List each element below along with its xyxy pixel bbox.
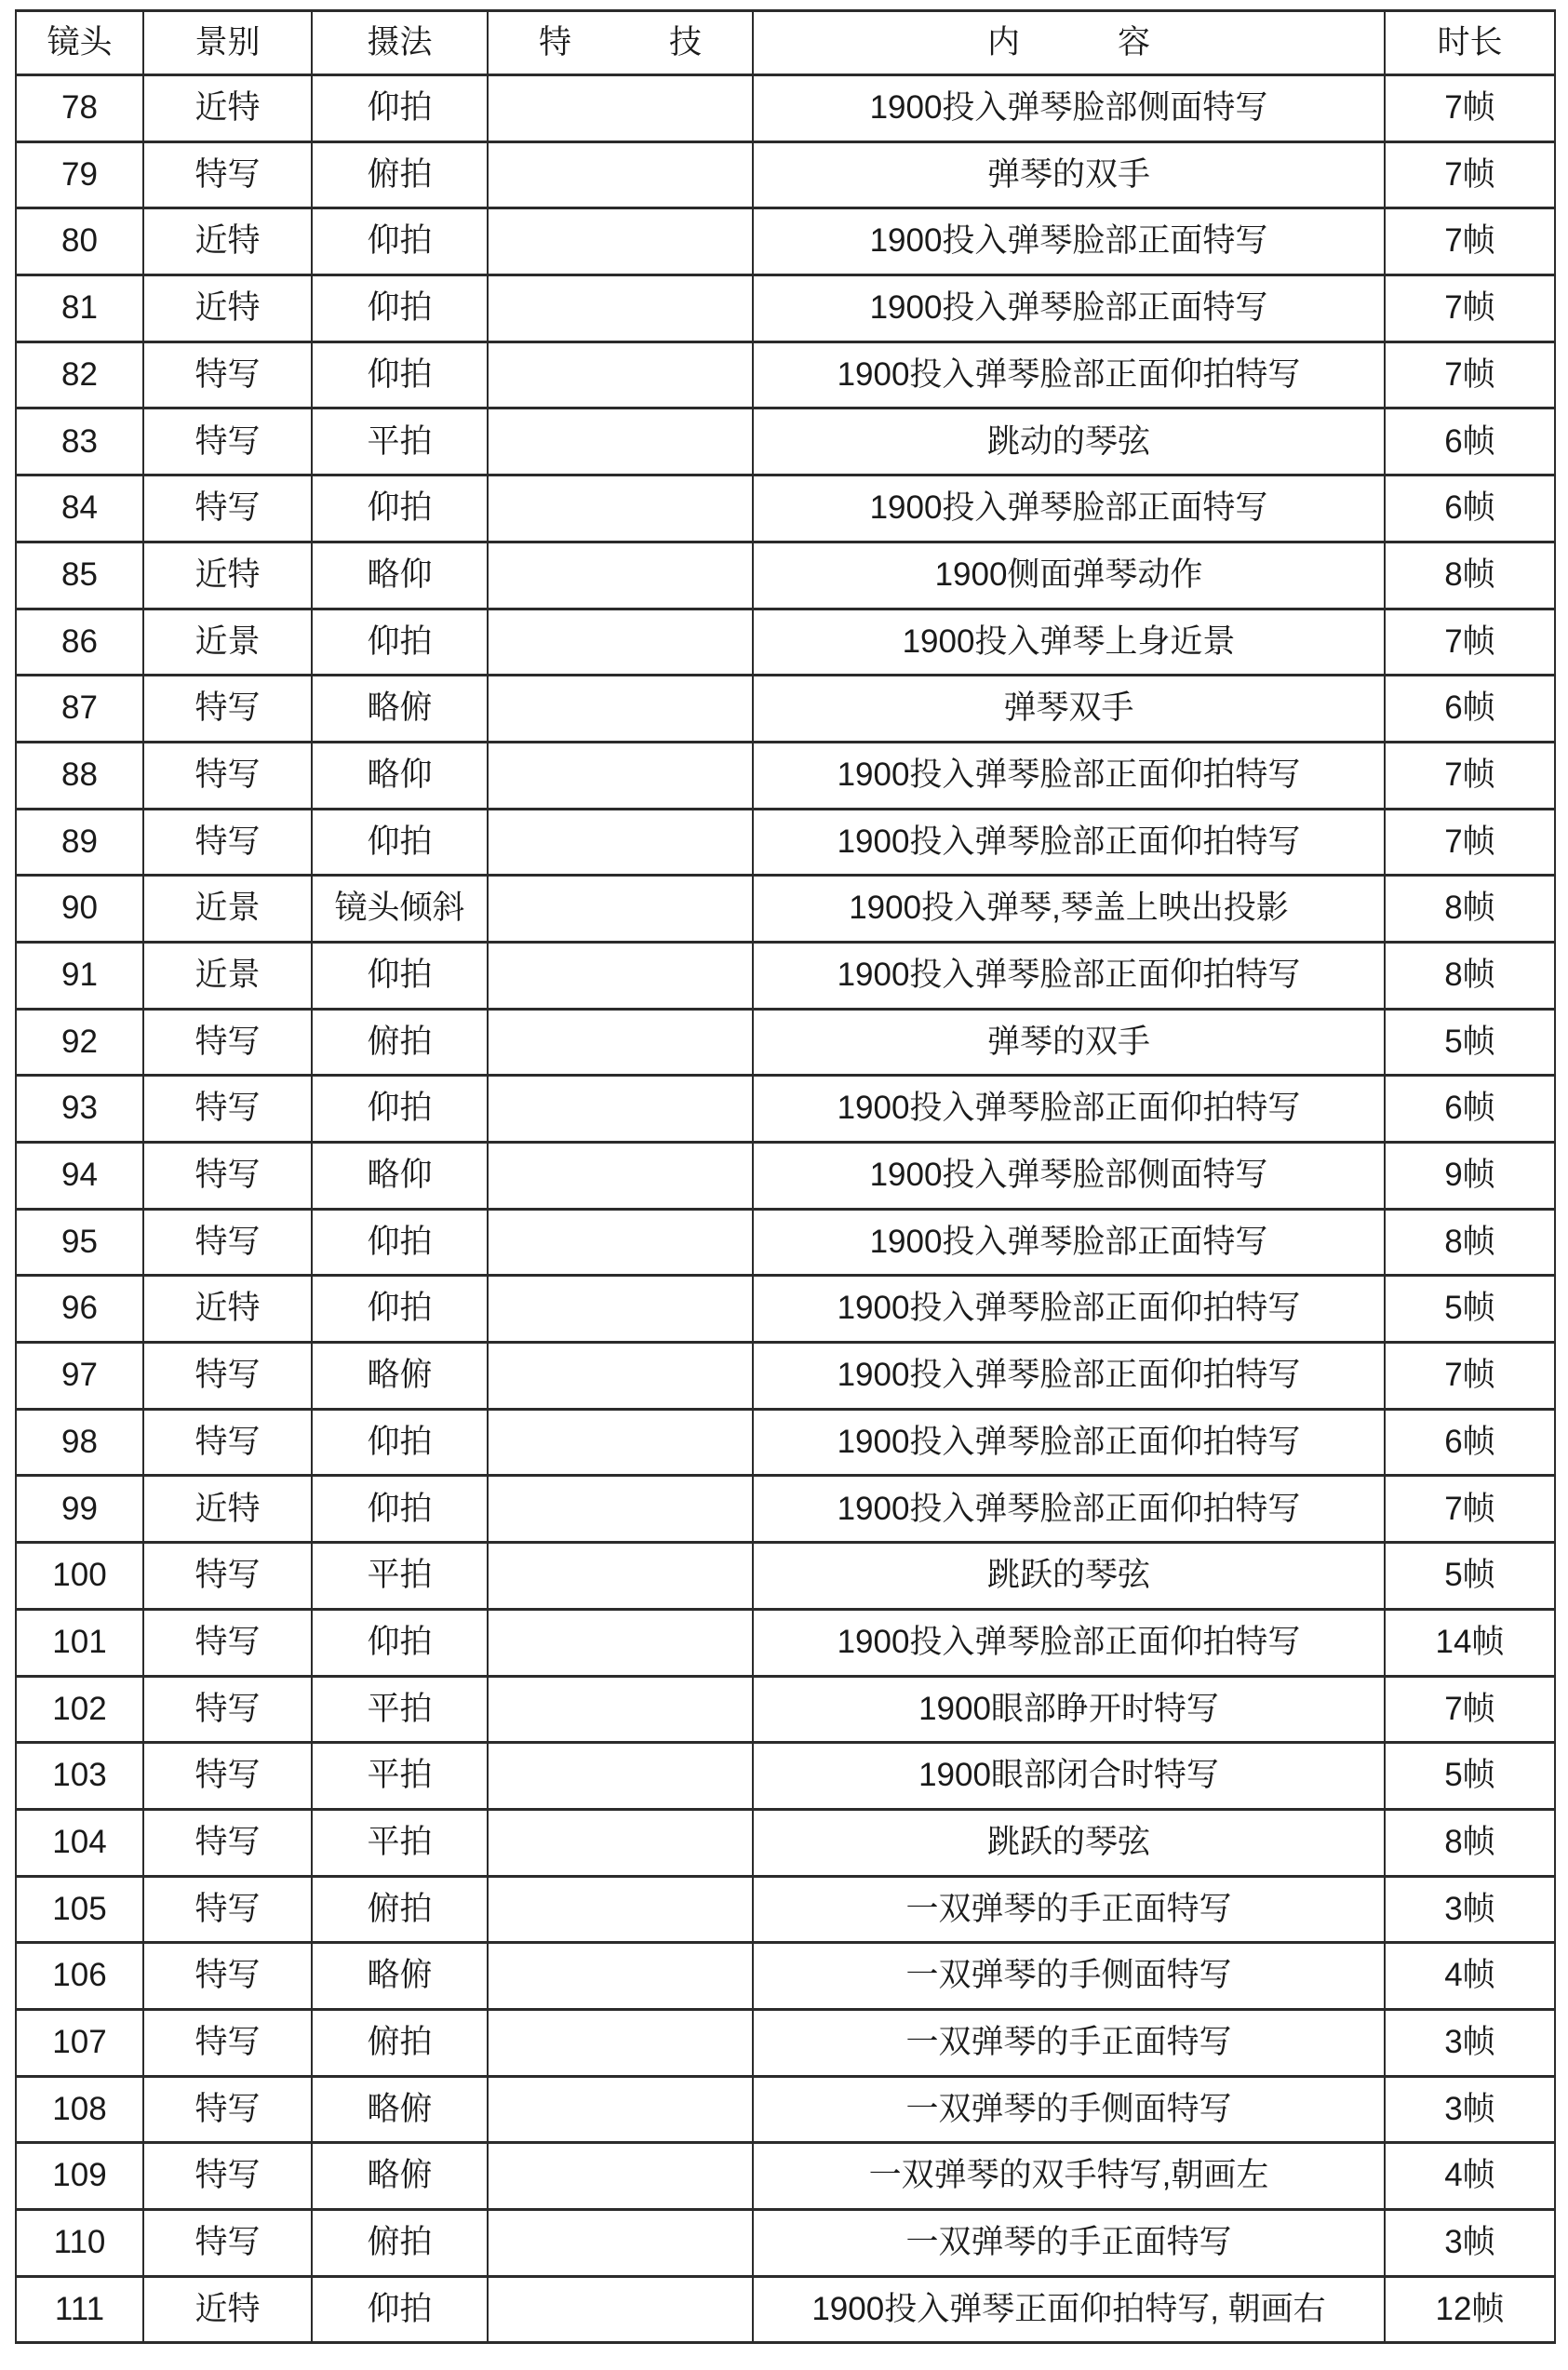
cell-camera-method: 仰拍 <box>312 1209 488 1276</box>
cell-content: 1900投入弹琴脸部侧面特写 <box>753 75 1385 142</box>
table-row <box>16 876 1555 943</box>
header-camera-method: 摄法 <box>312 11 488 75</box>
table-row <box>16 1209 1555 1276</box>
header-duration: 时长 <box>1385 11 1555 75</box>
cell-shot-scale: 特写 <box>143 1743 312 1810</box>
cell-shot-scale: 特写 <box>143 475 312 542</box>
cell-shot-number: 96 <box>16 1276 143 1343</box>
cell-duration: 7帧 <box>1385 341 1555 408</box>
cell-shot-number: 111 <box>16 2276 143 2343</box>
cell-shot-scale: 近特 <box>143 542 312 609</box>
cell-special-effect <box>488 942 753 1009</box>
cell-content: 1900眼部睁开时特写 <box>753 1676 1385 1743</box>
cell-duration: 5帧 <box>1385 1743 1555 1810</box>
cell-camera-method: 仰拍 <box>312 1609 488 1676</box>
table-row <box>16 2143 1555 2210</box>
cell-shot-scale: 特写 <box>143 408 312 475</box>
cell-shot-number: 101 <box>16 1609 143 1676</box>
cell-content: 1900侧面弹琴动作 <box>753 542 1385 609</box>
cell-special-effect <box>488 2143 753 2210</box>
table-row <box>16 1409 1555 1476</box>
cell-content: 一双弹琴的手侧面特写 <box>753 1943 1385 2010</box>
header-shot-scale: 景别 <box>143 11 312 75</box>
cell-duration: 9帧 <box>1385 1143 1555 1210</box>
cell-duration: 7帧 <box>1385 75 1555 142</box>
cell-camera-method: 仰拍 <box>312 942 488 1009</box>
cell-camera-method: 平拍 <box>312 1676 488 1743</box>
cell-shot-number: 92 <box>16 1009 143 1076</box>
cell-camera-method: 略俯 <box>312 676 488 743</box>
cell-special-effect <box>488 1876 753 1943</box>
table-row <box>16 542 1555 609</box>
cell-duration: 7帧 <box>1385 141 1555 208</box>
cell-shot-scale: 近特 <box>143 1476 312 1543</box>
cell-content: 1900投入弹琴脸部正面特写 <box>753 275 1385 342</box>
cell-duration: 6帧 <box>1385 1076 1555 1143</box>
cell-shot-scale: 特写 <box>143 1676 312 1743</box>
cell-duration: 3帧 <box>1385 2076 1555 2143</box>
cell-shot-number: 108 <box>16 2076 143 2143</box>
cell-content: 1900投入弹琴上身近景 <box>753 609 1385 676</box>
table-row <box>16 1943 1555 2010</box>
cell-shot-scale: 近特 <box>143 208 312 275</box>
table-row <box>16 1609 1555 1676</box>
cell-shot-number: 98 <box>16 1409 143 1476</box>
cell-camera-method: 平拍 <box>312 1809 488 1876</box>
cell-shot-scale: 近特 <box>143 75 312 142</box>
table-row <box>16 75 1555 142</box>
cell-duration: 7帧 <box>1385 609 1555 676</box>
cell-shot-number: 102 <box>16 1676 143 1743</box>
cell-shot-number: 93 <box>16 1076 143 1143</box>
cell-shot-number: 110 <box>16 2210 143 2277</box>
cell-camera-method: 仰拍 <box>312 2276 488 2343</box>
cell-camera-method: 略仰 <box>312 1143 488 1210</box>
cell-shot-number: 94 <box>16 1143 143 1210</box>
cell-shot-scale: 特写 <box>143 1209 312 1276</box>
cell-shot-scale: 特写 <box>143 1876 312 1943</box>
cell-camera-method: 略仰 <box>312 742 488 809</box>
cell-duration: 7帧 <box>1385 1676 1555 1743</box>
cell-shot-scale: 近景 <box>143 876 312 943</box>
cell-camera-method: 平拍 <box>312 1743 488 1810</box>
cell-content: 弹琴双手 <box>753 676 1385 743</box>
cell-duration: 8帧 <box>1385 1209 1555 1276</box>
cell-duration: 4帧 <box>1385 1943 1555 2010</box>
table-row <box>16 676 1555 743</box>
cell-duration: 12帧 <box>1385 2276 1555 2343</box>
cell-shot-number: 109 <box>16 2143 143 2210</box>
cell-special-effect <box>488 1076 753 1143</box>
cell-shot-scale: 特写 <box>143 1609 312 1676</box>
cell-special-effect <box>488 2210 753 2277</box>
cell-content: 1900投入弹琴脸部正面特写 <box>753 1209 1385 1276</box>
cell-shot-scale: 近景 <box>143 942 312 1009</box>
cell-special-effect <box>488 1809 753 1876</box>
cell-special-effect <box>488 1343 753 1410</box>
table-row <box>16 809 1555 876</box>
cell-duration: 7帧 <box>1385 208 1555 275</box>
cell-shot-scale: 特写 <box>143 141 312 208</box>
cell-content: 1900投入弹琴脸部正面特写 <box>753 475 1385 542</box>
cell-content: 1900投入弹琴正面仰拍特写, 朝画右 <box>753 2276 1385 2343</box>
cell-camera-method: 仰拍 <box>312 75 488 142</box>
cell-shot-number: 107 <box>16 2009 143 2076</box>
cell-duration: 6帧 <box>1385 408 1555 475</box>
cell-shot-number: 95 <box>16 1209 143 1276</box>
cell-duration: 14帧 <box>1385 1609 1555 1676</box>
cell-content: 1900投入弹琴,琴盖上映出投影 <box>753 876 1385 943</box>
cell-special-effect <box>488 1143 753 1210</box>
table-row <box>16 2210 1555 2277</box>
cell-shot-scale: 特写 <box>143 809 312 876</box>
table-row <box>16 475 1555 542</box>
cell-special-effect <box>488 542 753 609</box>
cell-special-effect <box>488 75 753 142</box>
cell-duration: 4帧 <box>1385 2143 1555 2210</box>
cell-shot-number: 87 <box>16 676 143 743</box>
cell-camera-method: 仰拍 <box>312 609 488 676</box>
table-row <box>16 341 1555 408</box>
cell-camera-method: 略仰 <box>312 542 488 609</box>
table-row <box>16 742 1555 809</box>
cell-shot-number: 80 <box>16 208 143 275</box>
cell-camera-method: 俯拍 <box>312 141 488 208</box>
cell-shot-scale: 近特 <box>143 2276 312 2343</box>
cell-special-effect <box>488 1743 753 1810</box>
cell-camera-method: 仰拍 <box>312 809 488 876</box>
cell-content: 一双弹琴的双手特写,朝画左 <box>753 2143 1385 2210</box>
cell-shot-number: 106 <box>16 1943 143 2010</box>
cell-shot-number: 78 <box>16 75 143 142</box>
cell-camera-method: 略俯 <box>312 1943 488 2010</box>
cell-duration: 5帧 <box>1385 1543 1555 1610</box>
cell-content: 弹琴的双手 <box>753 141 1385 208</box>
cell-special-effect <box>488 2009 753 2076</box>
cell-shot-number: 85 <box>16 542 143 609</box>
cell-shot-number: 97 <box>16 1343 143 1410</box>
table-row <box>16 1876 1555 1943</box>
cell-special-effect <box>488 1676 753 1743</box>
cell-content: 1900投入弹琴脸部正面特写 <box>753 208 1385 275</box>
cell-content: 跳跃的琴弦 <box>753 1543 1385 1610</box>
cell-shot-number: 79 <box>16 141 143 208</box>
header-row <box>16 11 1555 75</box>
cell-special-effect <box>488 1409 753 1476</box>
table-row <box>16 1743 1555 1810</box>
cell-shot-scale: 特写 <box>143 1343 312 1410</box>
cell-shot-scale: 特写 <box>143 1943 312 2010</box>
table-row <box>16 2009 1555 2076</box>
cell-camera-method: 仰拍 <box>312 275 488 342</box>
table-row <box>16 1476 1555 1543</box>
header-content: 内 容 <box>753 11 1385 75</box>
table-header <box>16 11 1555 75</box>
cell-special-effect <box>488 676 753 743</box>
cell-special-effect <box>488 208 753 275</box>
cell-shot-scale: 近景 <box>143 609 312 676</box>
cell-duration: 7帧 <box>1385 275 1555 342</box>
cell-camera-method: 仰拍 <box>312 1276 488 1343</box>
cell-shot-number: 83 <box>16 408 143 475</box>
cell-content: 1900投入弹琴脸部正面仰拍特写 <box>753 1276 1385 1343</box>
table-row <box>16 1276 1555 1343</box>
cell-content: 1900投入弹琴脸部正面仰拍特写 <box>753 942 1385 1009</box>
cell-shot-scale: 近特 <box>143 1276 312 1343</box>
cell-shot-number: 88 <box>16 742 143 809</box>
cell-special-effect <box>488 141 753 208</box>
cell-content: 一双弹琴的手正面特写 <box>753 2009 1385 2076</box>
cell-camera-method: 仰拍 <box>312 208 488 275</box>
cell-special-effect <box>488 1209 753 1276</box>
cell-duration: 8帧 <box>1385 942 1555 1009</box>
cell-camera-method: 俯拍 <box>312 1876 488 1943</box>
cell-special-effect <box>488 2076 753 2143</box>
cell-content: 一双弹琴的手正面特写 <box>753 1876 1385 1943</box>
table-row <box>16 1543 1555 1610</box>
cell-shot-scale: 特写 <box>143 1809 312 1876</box>
cell-special-effect <box>488 609 753 676</box>
cell-shot-scale: 特写 <box>143 1143 312 1210</box>
cell-special-effect <box>488 742 753 809</box>
cell-special-effect <box>488 1009 753 1076</box>
cell-camera-method: 略俯 <box>312 2076 488 2143</box>
cell-duration: 6帧 <box>1385 676 1555 743</box>
shot-list-page <box>0 9 1568 2370</box>
cell-special-effect <box>488 341 753 408</box>
cell-shot-number: 82 <box>16 341 143 408</box>
cell-duration: 3帧 <box>1385 2210 1555 2277</box>
cell-content: 1900投入弹琴脸部正面仰拍特写 <box>753 1343 1385 1410</box>
table-row <box>16 942 1555 1009</box>
table-row <box>16 1009 1555 1076</box>
cell-camera-method: 仰拍 <box>312 341 488 408</box>
cell-shot-scale: 特写 <box>143 1543 312 1610</box>
cell-content: 一双弹琴的手侧面特写 <box>753 2076 1385 2143</box>
cell-content: 一双弹琴的手正面特写 <box>753 2210 1385 2277</box>
cell-content: 1900投入弹琴脸部侧面特写 <box>753 1143 1385 1210</box>
cell-shot-number: 105 <box>16 1876 143 1943</box>
cell-camera-method: 俯拍 <box>312 2009 488 2076</box>
table-row <box>16 408 1555 475</box>
cell-camera-method: 仰拍 <box>312 475 488 542</box>
table-row <box>16 609 1555 676</box>
table-row <box>16 141 1555 208</box>
cell-duration: 8帧 <box>1385 1809 1555 1876</box>
cell-camera-method: 平拍 <box>312 408 488 475</box>
cell-shot-number: 90 <box>16 876 143 943</box>
cell-duration: 6帧 <box>1385 1409 1555 1476</box>
shot-list-table <box>15 9 1556 2344</box>
cell-shot-number: 81 <box>16 275 143 342</box>
cell-shot-scale: 特写 <box>143 2210 312 2277</box>
cell-duration: 7帧 <box>1385 1476 1555 1543</box>
table-row <box>16 275 1555 342</box>
cell-camera-method: 略俯 <box>312 1343 488 1410</box>
cell-shot-scale: 特写 <box>143 742 312 809</box>
cell-shot-scale: 近特 <box>143 275 312 342</box>
cell-content: 1900投入弹琴脸部正面仰拍特写 <box>753 1476 1385 1543</box>
cell-camera-method: 略俯 <box>312 2143 488 2210</box>
cell-content: 1900投入弹琴脸部正面仰拍特写 <box>753 742 1385 809</box>
table-row <box>16 1143 1555 1210</box>
cell-camera-method: 仰拍 <box>312 1409 488 1476</box>
cell-shot-number: 100 <box>16 1543 143 1610</box>
cell-duration: 7帧 <box>1385 742 1555 809</box>
cell-duration: 3帧 <box>1385 2009 1555 2076</box>
cell-special-effect <box>488 1609 753 1676</box>
cell-duration: 7帧 <box>1385 809 1555 876</box>
cell-special-effect <box>488 475 753 542</box>
cell-shot-number: 104 <box>16 1809 143 1876</box>
cell-special-effect <box>488 1476 753 1543</box>
cell-shot-scale: 特写 <box>143 2076 312 2143</box>
cell-shot-scale: 特写 <box>143 341 312 408</box>
table-row <box>16 1343 1555 1410</box>
cell-special-effect <box>488 1543 753 1610</box>
header-shot-number: 镜头 <box>16 11 143 75</box>
cell-camera-method: 俯拍 <box>312 1009 488 1076</box>
cell-shot-number: 84 <box>16 475 143 542</box>
cell-content: 跳跃的琴弦 <box>753 1809 1385 1876</box>
cell-special-effect <box>488 1276 753 1343</box>
cell-shot-scale: 特写 <box>143 1009 312 1076</box>
cell-shot-scale: 特写 <box>143 1076 312 1143</box>
cell-camera-method: 俯拍 <box>312 2210 488 2277</box>
cell-shot-scale: 特写 <box>143 676 312 743</box>
cell-special-effect <box>488 275 753 342</box>
cell-shot-scale: 特写 <box>143 2143 312 2210</box>
cell-camera-method: 镜头倾斜 <box>312 876 488 943</box>
cell-shot-number: 86 <box>16 609 143 676</box>
cell-content: 1900投入弹琴脸部正面仰拍特写 <box>753 809 1385 876</box>
cell-duration: 6帧 <box>1385 475 1555 542</box>
table-row <box>16 1809 1555 1876</box>
table-row <box>16 208 1555 275</box>
cell-duration: 5帧 <box>1385 1276 1555 1343</box>
table-row <box>16 2276 1555 2343</box>
header-special-effect: 特 技 <box>488 11 753 75</box>
cell-special-effect <box>488 1943 753 2010</box>
cell-shot-number: 91 <box>16 942 143 1009</box>
cell-duration: 5帧 <box>1385 1009 1555 1076</box>
cell-shot-scale: 特写 <box>143 1409 312 1476</box>
cell-duration: 7帧 <box>1385 1343 1555 1410</box>
table-body <box>16 75 1555 2343</box>
cell-duration: 8帧 <box>1385 542 1555 609</box>
cell-camera-method: 仰拍 <box>312 1476 488 1543</box>
cell-camera-method: 仰拍 <box>312 1076 488 1143</box>
cell-special-effect <box>488 876 753 943</box>
table-row <box>16 1076 1555 1143</box>
cell-special-effect <box>488 2276 753 2343</box>
cell-content: 1900投入弹琴脸部正面仰拍特写 <box>753 1609 1385 1676</box>
cell-content: 跳动的琴弦 <box>753 408 1385 475</box>
cell-duration: 3帧 <box>1385 1876 1555 1943</box>
cell-shot-number: 89 <box>16 809 143 876</box>
table-row <box>16 2076 1555 2143</box>
cell-special-effect <box>488 809 753 876</box>
cell-shot-number: 99 <box>16 1476 143 1543</box>
cell-shot-scale: 特写 <box>143 2009 312 2076</box>
cell-content: 弹琴的双手 <box>753 1009 1385 1076</box>
cell-content: 1900投入弹琴脸部正面仰拍特写 <box>753 1076 1385 1143</box>
cell-content: 1900眼部闭合时特写 <box>753 1743 1385 1810</box>
cell-shot-number: 103 <box>16 1743 143 1810</box>
cell-special-effect <box>488 408 753 475</box>
cell-camera-method: 平拍 <box>312 1543 488 1610</box>
cell-content: 1900投入弹琴脸部正面仰拍特写 <box>753 341 1385 408</box>
table-row <box>16 1676 1555 1743</box>
cell-duration: 8帧 <box>1385 876 1555 943</box>
cell-content: 1900投入弹琴脸部正面仰拍特写 <box>753 1409 1385 1476</box>
